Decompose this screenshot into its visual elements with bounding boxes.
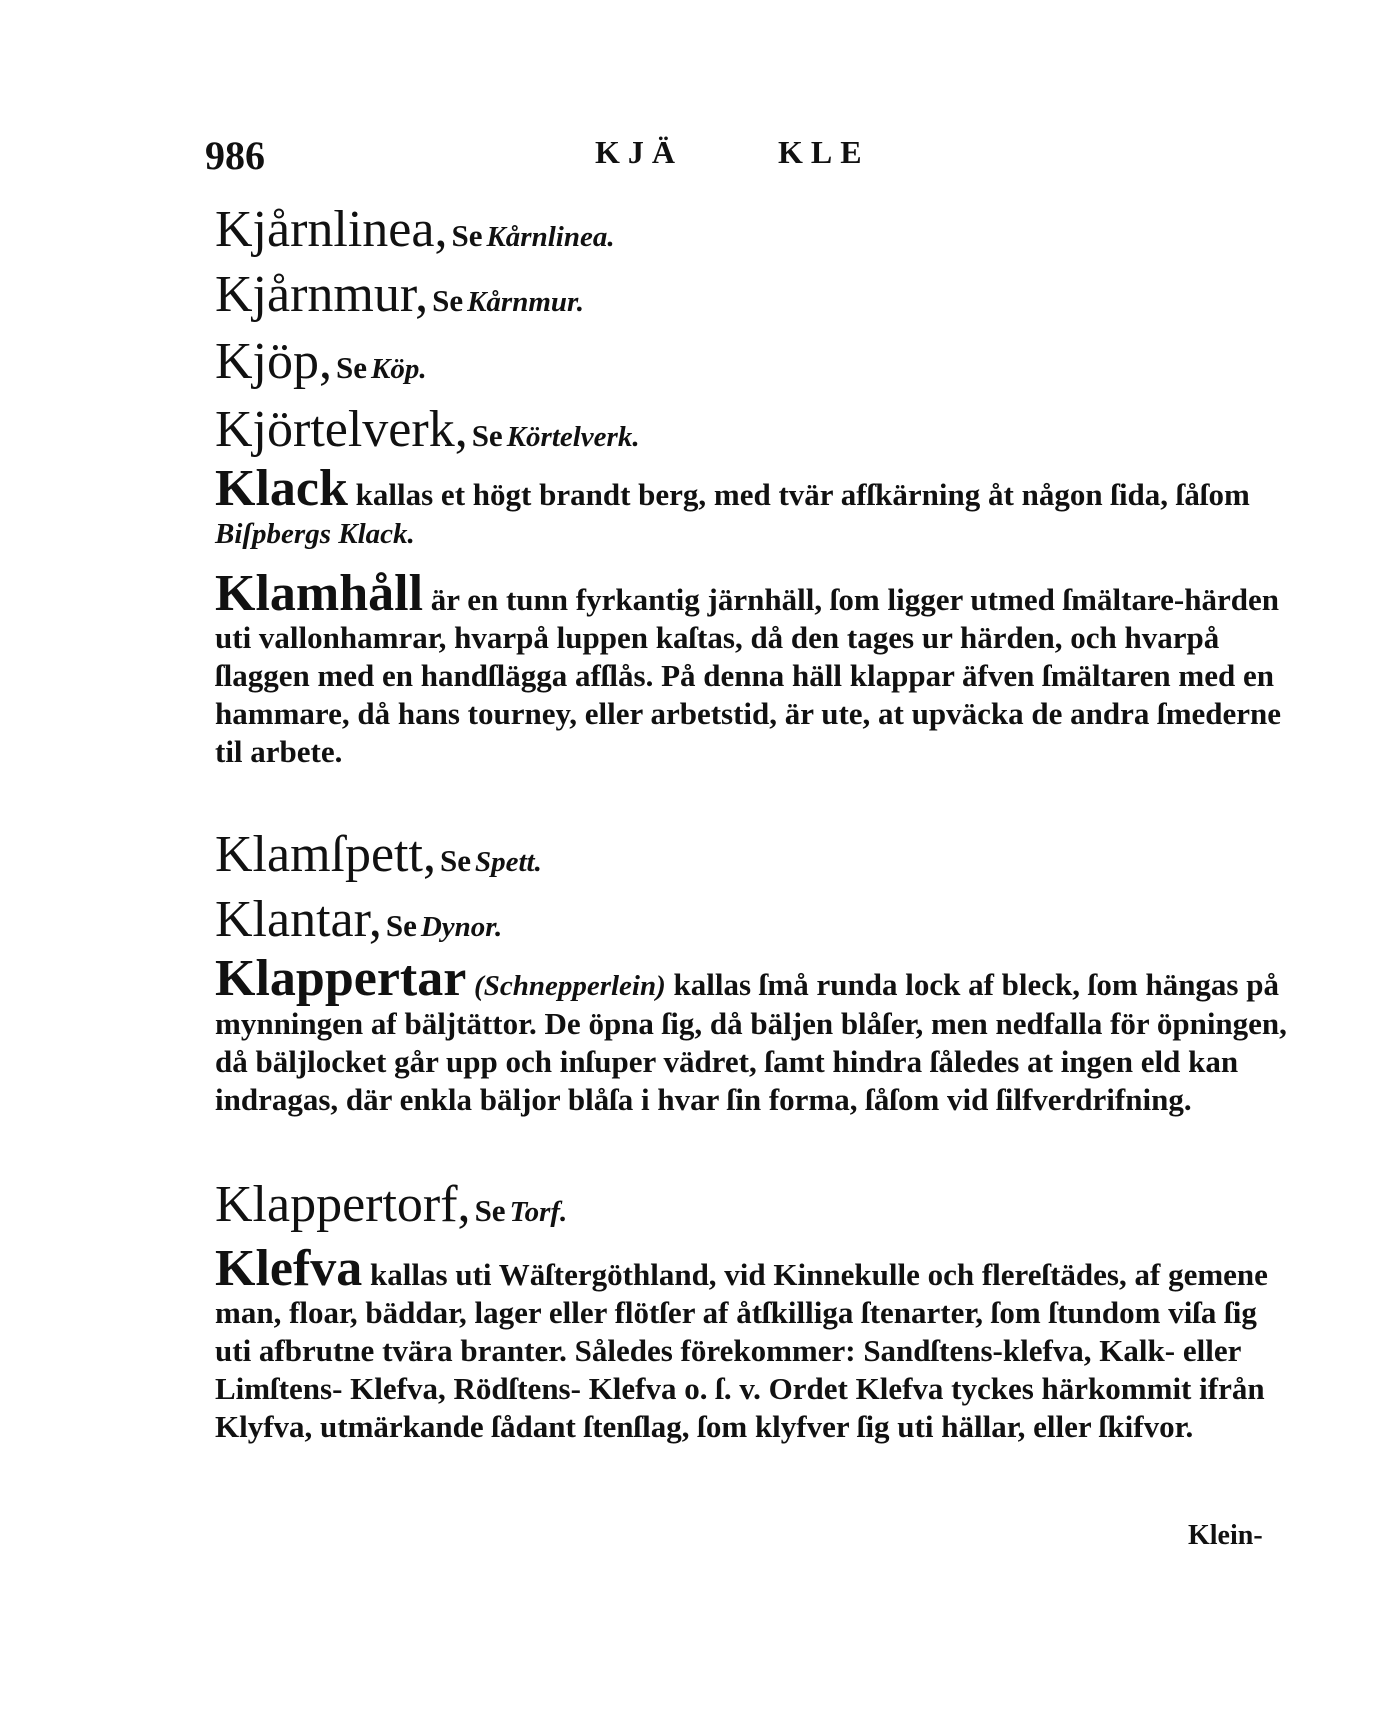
headword: Klefva: [215, 1240, 363, 1297]
headword: Kjårnlinea,: [215, 201, 448, 258]
running-head-right: KLE: [778, 134, 870, 170]
entry-klamhall: [215, 565, 1290, 771]
headword: Klamſpett,: [215, 826, 436, 883]
definition: kallas ſmå runda lock af bleck, ſom hängas på mynningen af bäljtättor. De öpna ſig, då bäljen blåſer, men nedfalla för öpningen, då bäljlocket går upp och inſuper vädret, ſamt hindra ſåledes at ingen eld kan indragas, där enkla bäljor blåſa i hvar ſin forma, ſåſom vid ſilfverdrifning.: [215, 967, 1287, 1117]
page-header: [0, 132, 1400, 182]
entry-kjop: [215, 332, 1290, 404]
cross-reference: Biſpbergs Klack.: [215, 518, 415, 550]
headword: Klappertar: [215, 950, 467, 1007]
entry-klack: [215, 460, 1290, 553]
headword: Kjöp,: [215, 333, 332, 390]
see-label: Se: [385, 908, 417, 943]
entry-klappertorf: [215, 1175, 1290, 1247]
cross-reference: Dynor.: [420, 911, 503, 943]
see-label: Se: [439, 843, 471, 878]
entry-klamspett: [215, 825, 1290, 897]
definition: kallas et högt brandt berg, med tvär afſkärning åt någon ſida, ſåſom: [355, 477, 1250, 512]
entry-kjarnlinea: [215, 200, 1290, 272]
see-label: Se: [432, 283, 464, 318]
entry-kjarnmur: [215, 265, 1290, 337]
cross-reference: Torf.: [509, 1196, 568, 1228]
entry-kjortelverk: [215, 400, 1290, 472]
cross-reference: Spett.: [474, 846, 542, 878]
cross-reference: Kårnlinea.: [486, 221, 615, 253]
see-label: Se: [474, 1193, 506, 1228]
definition: kallas uti Wäſtergöthland, vid Kinnekulle och flereſtädes, af gemene man, floar, bäddar, lager eller flötſer af åtſkilliga ſtenarter, ſom ſtundom viſa ſig uti afbrutne tvära branter. Således förekommer: Sandſtens-klefva, Kalk- eller Limſtens- Klefva, Rödſtens- Klefva o. ſ. v. Ordet Klefva tyckes härkommit ifrån Klyfva, utmärkande ſådant ſtenſlag, ſom klyfver ſig uti hällar, eller ſkifvor.: [215, 1257, 1268, 1444]
running-head-left: KJÄ: [595, 134, 683, 170]
page-number: 986: [205, 133, 265, 178]
headword: Kjårnmur,: [215, 266, 429, 323]
see-label: Se: [471, 418, 503, 453]
headword: Klappertorf,: [215, 1176, 471, 1233]
cross-reference: Kårnmur.: [467, 286, 584, 318]
entry-klappertar: [215, 950, 1290, 1119]
see-label: Se: [451, 218, 483, 253]
definition: är en tunn fyrkantig järnhäll, ſom ligger utmed ſmältare-härden uti vallonhamrar, hvarpå luppen kaſtas, då den tages ur härden, och hvarpå ſlaggen med en handſlägga afſlås. På denna häll klappar äfven ſmältaren med en hammare, då hans tourney, eller arbetstid, är ute, at upväcka de andra ſmederne til arbete.: [215, 582, 1282, 769]
headword: Kjörtelverk,: [215, 401, 468, 458]
cross-reference: Körtelverk.: [506, 421, 640, 453]
headword: Klamhåll: [215, 565, 424, 622]
catchword: Klein-: [1188, 1520, 1263, 1551]
cross-reference: Köp.: [371, 353, 427, 385]
headword: Klantar,: [215, 891, 382, 948]
see-label: Se: [336, 350, 367, 385]
headword: Klack: [215, 460, 348, 517]
entry-klefva: [215, 1240, 1290, 1446]
german-term: (Schnepperlein): [474, 970, 666, 1002]
